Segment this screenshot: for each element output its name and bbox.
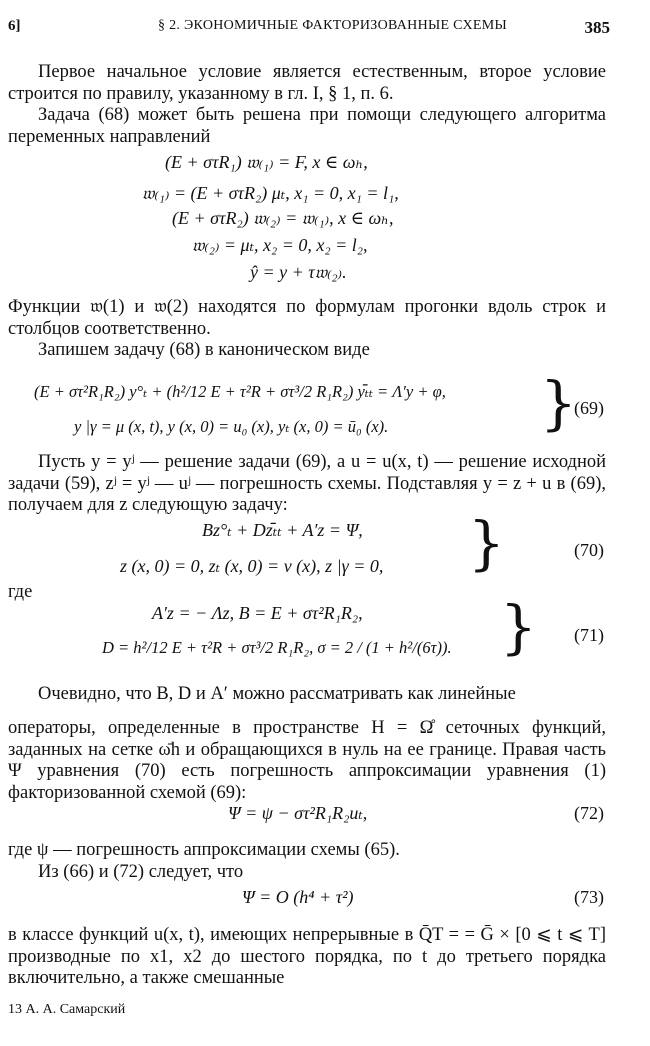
brace-70: } [468,509,505,577]
equation-number-69: (69) [574,398,604,418]
page-number: 385 [584,18,610,37]
paragraph-2: Задача (68) может быть решена при помощи следующего алгоритма переменных направлений [8,105,606,147]
paragraph-3: Функции 𝔴(1) и 𝔴(2) находятся по формулам прогонки вдоль строк и столбцов соответственно. [8,297,606,339]
paragraph-7: Очевидно, что B, D и A′ можно рассматривать как линейные [38,684,516,704]
equation-number-72: (72) [574,803,604,823]
paragraph-4: Запишем задачу (68) в каноническом виде [38,340,370,360]
equation-71-line-1: A′z = − Λz, B = E + στ²R₁R₂, [152,603,363,623]
equation-number-71: (71) [574,625,604,645]
paragraph-1: Первое начальное условие является естественным, второе условие строится по правилу, указанному в гл. I, § 1, п. 6. [8,62,606,104]
algorithm-eq-2: 𝔴₍₁₎ = (E + στR₂) μₜ, x₁ = 0, x₁ = l₁, [142,183,399,203]
equation-72: Ψ = ψ − στ²R₁R₂uₜ, [228,803,368,823]
equation-69-line-1: (E + στ²R₁R₂) y°ₜ + (h²/12 E + τ²R + στ³/2 R₁R₂) yₜ̄ₜ = Λ′y + φ, [34,382,446,401]
equation-71-line-2: D = h²/12 E + τ²R + στ³/2 R₁R₂, σ = 2 / (1 + h²/(6τ)). [102,638,452,657]
equation-73: Ψ = O (h⁴ + τ²) [242,887,354,907]
brace-71: } [500,593,537,661]
header-section-mark: 6] [8,18,21,34]
running-header [8,18,610,42]
paragraph-11: в классе функций u(x, t), имеющих непрерывные в Q̄T = = Ḡ × [0 ⩽ t ⩽ T] производные по x1, x2 до шестого порядка, по t до третьего порядка включительно, а также смешанные [8,925,606,988]
equation-70-line-1: Bz°ₜ + Dzₜ̄ₜ + A′z = Ψ, [202,520,363,540]
brace-69: } [540,369,577,437]
equation-number-70: (70) [574,540,604,560]
header-title: § 2. ЭКОНОМИЧНЫЕ ФАКТОРИЗОВАННЫЕ СХЕМЫ [158,18,507,33]
equation-number-73: (73) [574,887,604,907]
algorithm-eq-5: ŷ = y + τ𝔴₍₂₎. [250,262,347,282]
algorithm-eq-1: (E + στR₁) 𝔴₍₁₎ = F, x ∈ ωₕ, [165,152,368,172]
footer-signature: 13 А. А. Самарский [8,1002,126,1017]
equation-70-line-2: z (x, 0) = 0, zₜ (x, 0) = ν (x), z |γ = 0, [120,556,384,576]
paragraph-10: Из (66) и (72) следует, что [38,862,244,882]
algorithm-eq-3: (E + στR₂) 𝔴₍₂₎ = 𝔴₍₁₎, x ∈ ωₕ, [172,208,394,228]
equation-69-line-2: y |γ = μ (x, t), y (x, 0) = u₀ (x), yₜ (x, 0) = ū₀ (x). [74,417,389,436]
paragraph-6: где [8,582,33,602]
paragraph-8: операторы, определенные в пространстве H = Ω̊ сеточных функций, заданных на сетке ω̄h и обращающихся в нуль на ее границе. Правая часть Ψ уравнения (70) есть погрешность аппроксимации уравнения (1) факторизованной схемой (69): [8,718,606,803]
paragraph-9: где ψ — погрешность аппроксимации схемы (65). [8,840,400,860]
paragraph-5: Пусть y = yʲ — решение задачи (69), а u = u(x, t) — решение исходной задачи (59), zʲ = yʲ — uʲ — погрешность схемы. Подставляя y = z + u в (69), получаем для z следующую задачу: [8,452,606,515]
algorithm-eq-4: 𝔴₍₂₎ = μₜ, x₂ = 0, x₂ = l₂, [192,235,368,255]
